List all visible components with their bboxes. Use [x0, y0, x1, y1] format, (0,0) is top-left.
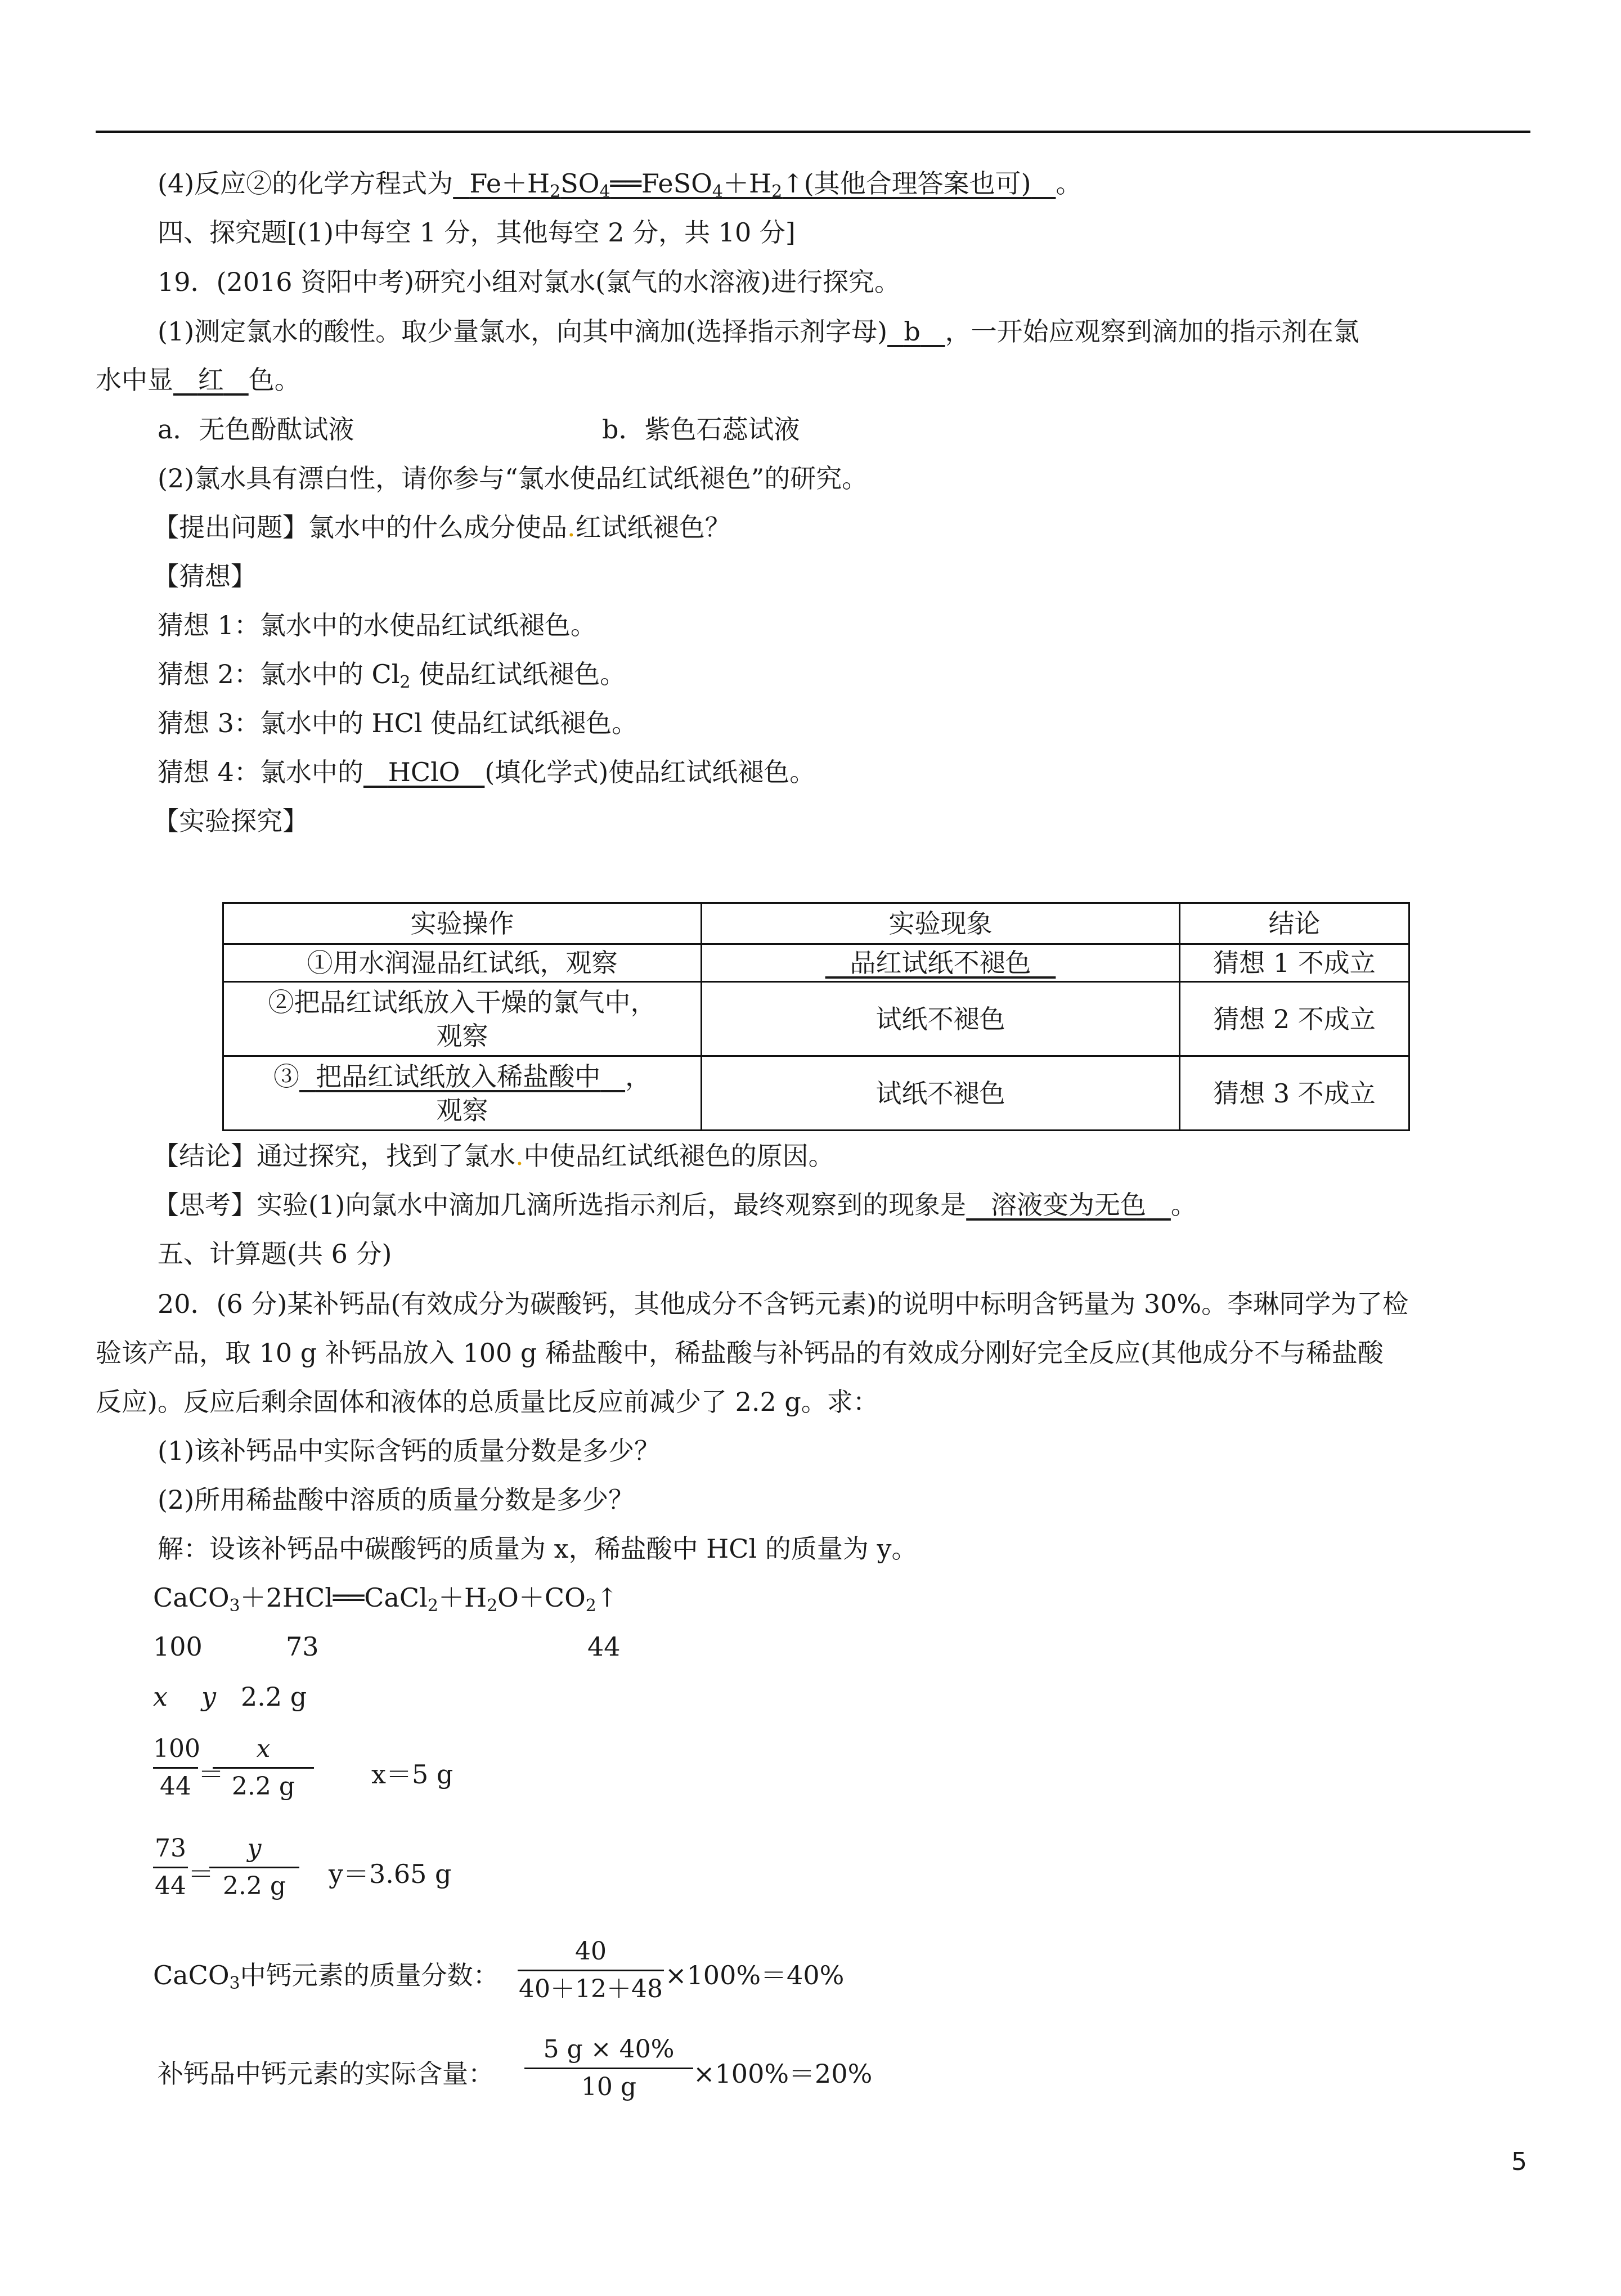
actual-content-label: 补钙品中钙元素的实际含量： — [158, 2059, 494, 2089]
hypothesis-4: 猜想 4：氯水中的 HClO (填化学式)使品红试纸褪色。 — [158, 757, 816, 787]
molar-mass-73: 73 — [286, 1631, 319, 1662]
row2-operation: ②把品红试纸放入干燥的氯气中， 观察 — [223, 982, 702, 1056]
q19-answer-color: 红 — [197, 365, 224, 395]
q19-part1-line1: (1)测定氯水的酸性。取少量氯水，向其中滴加(选择指示剂字母) b ，一开始应观察到滴加的指示剂在氯 — [158, 316, 1359, 347]
table-row — [223, 982, 1409, 1056]
row1-operation: ①用水润湿品红试纸，观察 — [223, 944, 702, 982]
hypothesis-heading: 【猜想】 — [153, 561, 257, 591]
row1-conclusion: 猜想 1 不成立 — [1180, 944, 1409, 982]
hypothesis-3: 猜想 3：氯水中的 HCl 使品红试纸褪色。 — [158, 708, 638, 738]
q19-answer-indicator: b — [904, 316, 920, 347]
q20-sub2: (2)所用稀盐酸中溶质的质量分数是多少？ — [158, 1485, 635, 1515]
row1-phenomenon: 品红试纸不褪色 — [702, 944, 1180, 982]
q18-part4: (4)反应②的化学方程式为 $Fe+H_2SO_4══FeSO_4+H_2↑$(其他合理答案也可) 。 — [158, 168, 1082, 201]
experiment-heading: 【实验探究】 — [153, 806, 308, 836]
row2-conclusion: 猜想 2 不成立 — [1180, 982, 1409, 1056]
ratio-1-left: 100 44 — [153, 1734, 200, 1801]
calcium-fraction-result: ×100%＝40% — [665, 1960, 845, 1990]
molar-mass-100: 100 — [153, 1631, 203, 1662]
q20-sub1: (1)该补钙品中实际含钙的质量分数是多少？ — [158, 1436, 661, 1466]
experiment-table — [222, 902, 1410, 1131]
mass-co2: 2.2 g — [241, 1681, 307, 1712]
raise-question: 【提出问题】氯水中的什么成分使品.红试纸褪色？ — [153, 512, 731, 542]
option-b: b．紫色石蕊试液 — [602, 414, 800, 445]
table-row — [223, 1056, 1409, 1131]
table-header-row — [223, 903, 1409, 944]
actual-content-result: ×100%＝20% — [693, 2059, 873, 2089]
q18-part4-answer: $Fe+H_2SO_4══FeSO_4+H_2↑$(其他合理答案也可) — [469, 168, 1031, 201]
section-5-heading: 五、计算题(共 6 分) — [158, 1239, 392, 1269]
q20-line3: 反应)。反应后剩余固体和液体的总质量比反应前减少了 2.2 g。求： — [96, 1387, 879, 1417]
unknown-y: y — [201, 1681, 216, 1712]
option-a: a．无色酚酞试液 — [158, 414, 354, 445]
ratio-1-equals: ＝ — [198, 1759, 224, 1790]
reflection-line: 【思考】实验(1)向氯水中滴加几滴所选指示剂后，最终观察到的现象是 溶液变为无色 。 — [153, 1190, 1197, 1220]
table-row — [223, 944, 1409, 982]
conclusion-line: 【结论】通过探究，找到了氯水.中使品红试纸褪色的原因。 — [153, 1141, 834, 1171]
q18-part4-prefix: (4)反应②的化学方程式为 — [158, 168, 453, 199]
q20-line1: 20．(6 分)某补钙品(有效成分为碳酸钙，其他成分不含钙元素)的说明中标明含钙量为 30%。李琳同学为了检 — [158, 1289, 1409, 1319]
result-y: y＝3.65 g — [329, 1859, 452, 1889]
ratio-2-right: y 2.2 g — [209, 1833, 299, 1902]
col-conclusion: 结论 — [1180, 903, 1409, 944]
actual-content-fraction: 5 g × 40% 10 g — [524, 2034, 693, 2103]
reaction-equation: $CaCO_3+2HCl══CaCl_2+H_2O+CO_2↑$ — [153, 1582, 618, 1616]
row3-operation: ③ 把品红试纸放入稀盐酸中 ， 观察 — [223, 1056, 702, 1131]
q19-part1-line2: 水中显 红 色。 — [96, 365, 300, 395]
page-number: 5 — [1511, 2147, 1527, 2176]
row3-conclusion: 猜想 3 不成立 — [1180, 1056, 1409, 1131]
solution-intro: 解：设该补钙品中碳酸钙的质量为 x，稀盐酸中 HCl 的质量为 y。 — [158, 1533, 918, 1564]
row3-phenomenon: 试纸不褪色 — [702, 1056, 1180, 1131]
q20-line2: 验该产品，取 10 g 补钙品放入 100 g 稀盐酸中，稀盐酸与补钙品的有效成分刚好完全反应(其他成分不与稀盐酸 — [96, 1338, 1384, 1368]
ratio-2-equals: ＝ — [188, 1859, 214, 1889]
header-rule — [96, 131, 1530, 133]
unknown-x: x — [153, 1681, 168, 1712]
result-x: x＝5 g — [371, 1759, 453, 1790]
calcium-fraction-label: CaCO$_3$中钙元素的质量分数： — [153, 1960, 499, 1993]
molar-mass-44: 44 — [587, 1631, 621, 1662]
ratio-1-right: x 2.2 g — [213, 1733, 314, 1802]
ratio-2-left: 73 44 — [153, 1833, 188, 1902]
col-phenomenon: 实验现象 — [702, 903, 1180, 944]
hypothesis-1: 猜想 1：氯水中的水使品红试纸褪色。 — [158, 610, 596, 640]
q19-title: 19．(2016 资阳中考)研究小组对氯水(氯气的水溶液)进行探究。 — [158, 267, 901, 297]
q19-part2: (2)氯水具有漂白性，请你参与“氯水使品红试纸褪色”的研究。 — [158, 463, 868, 494]
col-operation: 实验操作 — [223, 903, 702, 944]
hypothesis-4-answer: HClO — [388, 757, 460, 787]
section-4-heading: 四、探究题[(1)中每空 1 分，其他每空 2 分，共 10 分] — [158, 217, 796, 248]
row2-phenomenon: 试纸不褪色 — [702, 982, 1180, 1056]
calcium-fraction: 40 40＋12＋48 — [518, 1936, 664, 2005]
reflection-answer: 溶液变为无色 — [991, 1190, 1147, 1220]
hypothesis-2: 猜想 2：氯水中的 $Cl_2$ 使品红试纸褪色。 — [158, 659, 626, 692]
